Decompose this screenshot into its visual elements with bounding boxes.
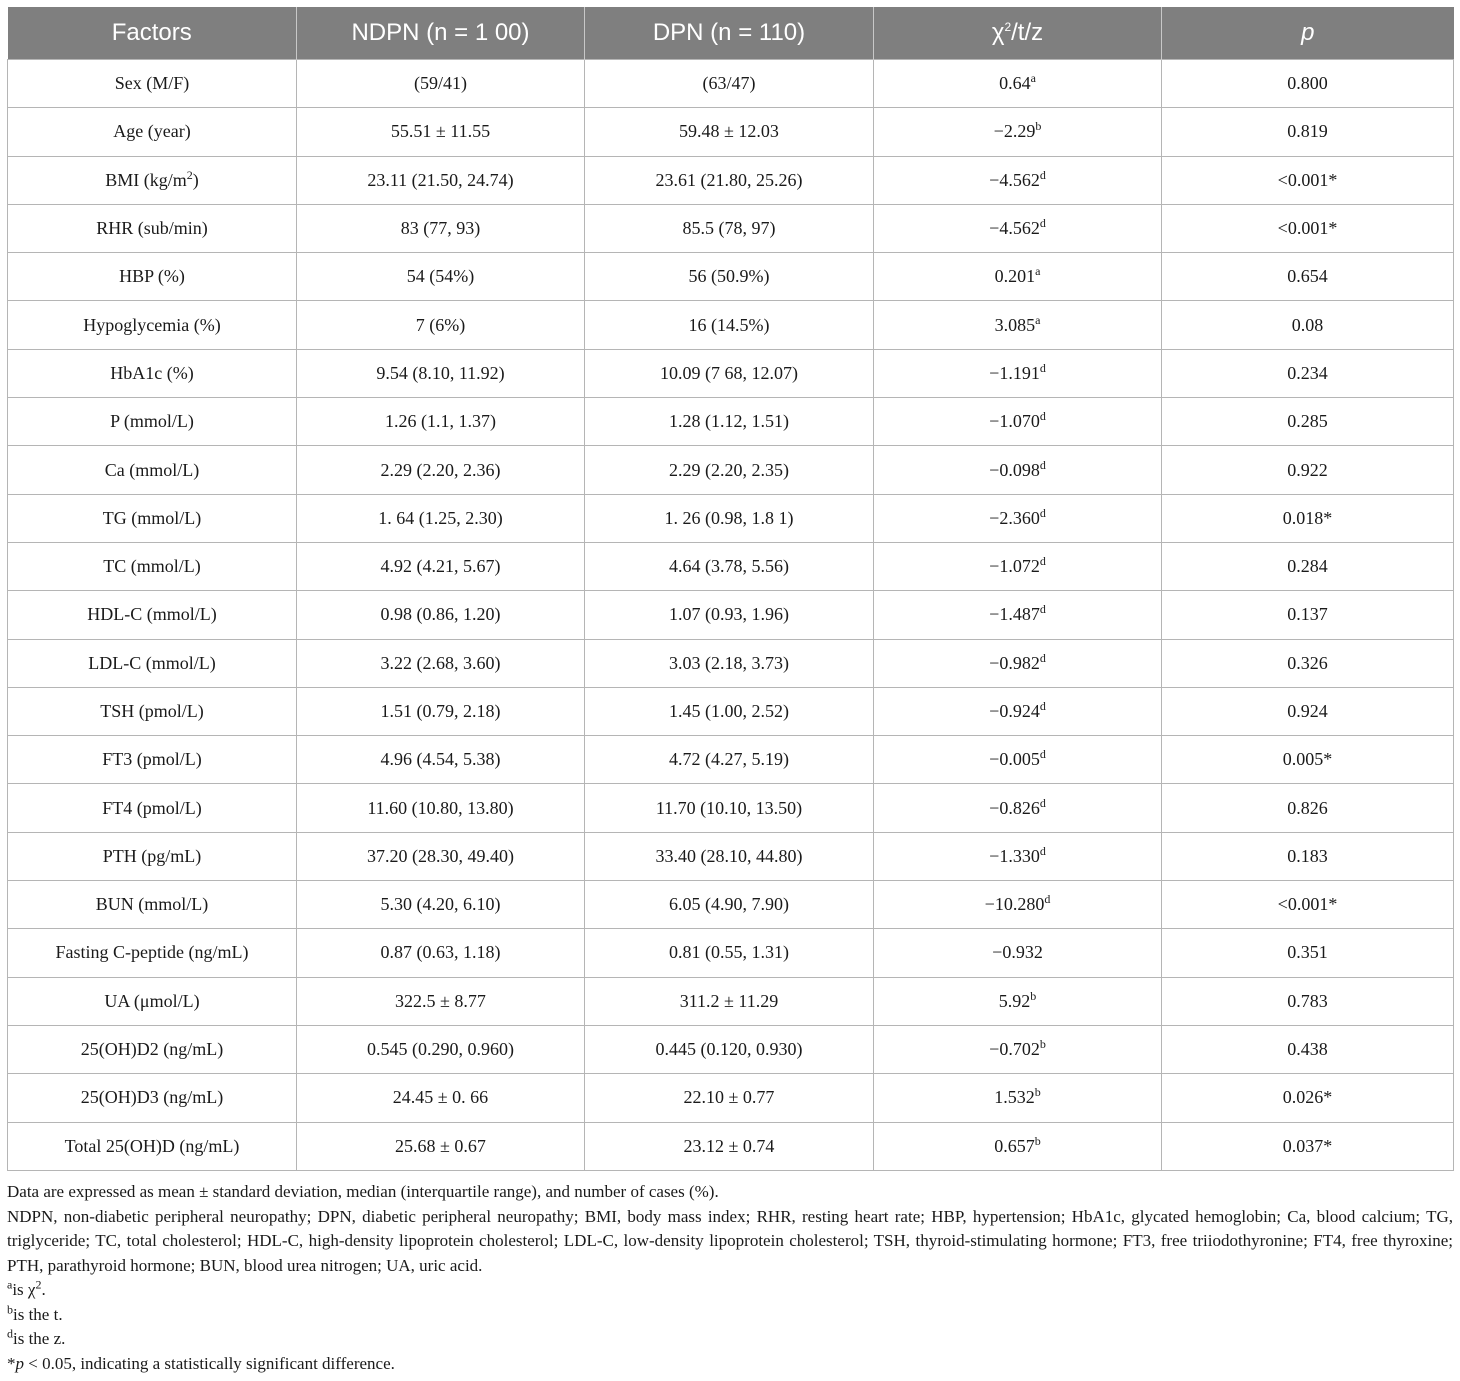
cell-p-value: 0.037* [1162, 1122, 1454, 1170]
table-header-row [8, 7, 1454, 60]
cell-factor: Sex (M/F) [8, 60, 297, 108]
cell-p-value: 0.026* [1162, 1074, 1454, 1122]
cell-statistic: −0.702$^b$ [874, 1025, 1162, 1073]
cell-ndpn: 55.51 ± 11.55 [297, 108, 585, 156]
cell-dpn: 23.61 (21.80, 25.26) [585, 156, 874, 204]
cell-statistic: −0.826$^d$ [874, 784, 1162, 832]
cell-statistic: 0.657$^b$ [874, 1122, 1162, 1170]
table-row [8, 349, 1454, 397]
cell-statistic: 3.085$^a$ [874, 301, 1162, 349]
header-chi-sup: 2 [1004, 20, 1012, 34]
cell-ndpn: 11.60 (10.80, 13.80) [297, 784, 585, 832]
note-d: $^d$is the z. [7, 1326, 66, 1348]
cell-p-value: 0.826 [1162, 784, 1454, 832]
cell-statistic: −0.924$^d$ [874, 687, 1162, 735]
cell-statistic: −0.932 [874, 929, 1162, 977]
cell-statistic: 0.201$^a$ [874, 253, 1162, 301]
cell-p-value: 0.438 [1162, 1025, 1454, 1073]
cell-p-value: 0.924 [1162, 687, 1454, 735]
cell-statistic: 5.92$^b$ [874, 977, 1162, 1025]
cell-ndpn: 5.30 (4.20, 6.10) [297, 881, 585, 929]
cell-ndpn: 2.29 (2.20, 2.36) [297, 446, 585, 494]
cell-dpn: 1.07 (0.93, 1.96) [585, 591, 874, 639]
header-chi: χ [991, 19, 1005, 46]
cell-ndpn: 24.45 ± 0. 66 [297, 1074, 585, 1122]
cell-factor: HBP (%) [8, 253, 297, 301]
cell-dpn: 1.45 (1.00, 2.52) [585, 687, 874, 735]
cell-ndpn: 1.51 (0.79, 2.18) [297, 687, 585, 735]
table-row [8, 494, 1454, 542]
cell-dpn: 6.05 (4.90, 7.90) [585, 881, 874, 929]
cell-dpn: (63/47) [585, 60, 874, 108]
cell-dpn: 10.09 (7 68, 12.07) [585, 349, 874, 397]
cell-p-value: 0.783 [1162, 977, 1454, 1025]
cell-factor: Hypoglycemia (%) [8, 301, 297, 349]
cell-statistic: −1.191$^d$ [874, 349, 1162, 397]
cell-ndpn: 1.26 (1.1, 1.37) [297, 398, 585, 446]
table-row [8, 253, 1454, 301]
cell-ndpn: 322.5 ± 8.77 [297, 977, 585, 1025]
cell-ndpn: 4.92 (4.21, 5.67) [297, 542, 585, 590]
table-row [8, 398, 1454, 446]
cell-p-value: <0.001* [1162, 156, 1454, 204]
cell-factor: HDL-C (mmol/L) [8, 591, 297, 639]
cell-ndpn: 1. 64 (1.25, 2.30) [297, 494, 585, 542]
cell-factor: FT3 (pmol/L) [8, 736, 297, 784]
cell-statistic: −4.562$^d$ [874, 204, 1162, 252]
table-body [8, 60, 1454, 1171]
cell-p-value: 0.922 [1162, 446, 1454, 494]
cell-dpn: 59.48 ± 12.03 [585, 108, 874, 156]
cell-ndpn: 9.54 (8.10, 11.92) [297, 349, 585, 397]
cell-ndpn: 54 (54%) [297, 253, 585, 301]
cell-dpn: 4.64 (3.78, 5.56) [585, 542, 874, 590]
cell-factor: P (mmol/L) [8, 398, 297, 446]
cell-statistic: 0.64$^a$ [874, 60, 1162, 108]
cell-p-value: 0.284 [1162, 542, 1454, 590]
cell-factor: TSH (pmol/L) [8, 687, 297, 735]
cell-dpn: 85.5 (78, 97) [585, 204, 874, 252]
cell-p-value: 0.018* [1162, 494, 1454, 542]
note-abbreviations: NDPN, non-diabetic peripheral neuropathy; DPN, diabetic peripheral neuropathy; BMI, body mass index; RHR, resting heart rate; HBP, hypertension; HbA1c, glycated hemoglobin; Ca, blood calcium; TG, triglyceride; TC, total cholesterol; HDL-C, high-density lipoprotein cholesterol; LDL-C, low-density lipoprotein cholesterol; TSH, thyroid-stimulating hormone; FT3, free triiodothyronine; FT4, free thyroxine; PTH, parathyroid hormone; BUN, blood urea nitrogen; UA, uric acid. [7, 1206, 1453, 1275]
cell-factor: Age (year) [8, 108, 297, 156]
table-row [8, 736, 1454, 784]
cell-factor: TG (mmol/L) [8, 494, 297, 542]
note-significance: *p < 0.05, indicating a statistically significant difference. [7, 1353, 395, 1373]
cell-factor: Fasting C-peptide (ng/mL) [8, 929, 297, 977]
cell-statistic: −1.487$^d$ [874, 591, 1162, 639]
cell-factor: LDL-C (mmol/L) [8, 639, 297, 687]
cell-factor: UA (μmol/L) [8, 977, 297, 1025]
cell-factor: 25(OH)D2 (ng/mL) [8, 1025, 297, 1073]
cell-p-value: 0.234 [1162, 349, 1454, 397]
table-row [8, 591, 1454, 639]
cell-statistic: −10.280$^d$ [874, 881, 1162, 929]
cell-factor: Ca (mmol/L) [8, 446, 297, 494]
cell-statistic: −0.005$^d$ [874, 736, 1162, 784]
cell-ndpn: 0.87 (0.63, 1.18) [297, 929, 585, 977]
table-row [8, 542, 1454, 590]
cell-dpn: 33.40 (28.10, 44.80) [585, 832, 874, 880]
table-row [8, 446, 1454, 494]
cell-factor: HbA1c (%) [8, 349, 297, 397]
header-tz: /t/z [1011, 19, 1044, 46]
table-row [8, 977, 1454, 1025]
cell-dpn: 23.12 ± 0.74 [585, 1122, 874, 1170]
table-row [8, 1122, 1454, 1170]
cell-dpn: 22.10 ± 0.77 [585, 1074, 874, 1122]
cell-p-value: 0.800 [1162, 60, 1454, 108]
cell-p-value: 0.08 [1162, 301, 1454, 349]
table-row [8, 204, 1454, 252]
header-dpn: DPN (n = 110) [585, 7, 874, 60]
cell-ndpn: 7 (6%) [297, 301, 585, 349]
cell-factor: TC (mmol/L) [8, 542, 297, 590]
cell-statistic: −2.360$^d$ [874, 494, 1162, 542]
cell-dpn: 311.2 ± 11.29 [585, 977, 874, 1025]
cell-factor: BMI $(kg/m^2)$ [8, 156, 297, 204]
table-row [8, 1074, 1454, 1122]
cell-dpn: 0.445 (0.120, 0.930) [585, 1025, 874, 1073]
cell-p-value: 0.326 [1162, 639, 1454, 687]
note-a: $^a$is $\chi^2$. [7, 1277, 46, 1299]
cell-p-value: 0.654 [1162, 253, 1454, 301]
cell-ndpn: 0.545 (0.290, 0.960) [297, 1025, 585, 1073]
cell-dpn: 3.03 (2.18, 3.73) [585, 639, 874, 687]
header-statistic [874, 7, 1162, 60]
note-data-expression: Data are expressed as mean ± standard deviation, median (interquartile range), and number of cases (%). [7, 1182, 719, 1201]
table-notes [7, 1180, 1453, 1376]
cell-statistic: −0.098$^d$ [874, 446, 1162, 494]
table-row [8, 156, 1454, 204]
table-row [8, 784, 1454, 832]
cell-ndpn: (59/41) [297, 60, 585, 108]
cell-dpn: 11.70 (10.10, 13.50) [585, 784, 874, 832]
cell-factor: PTH (pg/mL) [8, 832, 297, 880]
cell-statistic: −1.072$^d$ [874, 542, 1162, 590]
cell-dpn: 4.72 (4.27, 5.19) [585, 736, 874, 784]
cell-dpn: 0.81 (0.55, 1.31) [585, 929, 874, 977]
table-row [8, 301, 1454, 349]
cell-statistic: −1.330$^d$ [874, 832, 1162, 880]
cell-dpn: 1.28 (1.12, 1.51) [585, 398, 874, 446]
cell-dpn: 2.29 (2.20, 2.35) [585, 446, 874, 494]
cell-p-value: 0.285 [1162, 398, 1454, 446]
table-row [8, 639, 1454, 687]
cell-factor: FT4 (pmol/L) [8, 784, 297, 832]
cell-dpn: 16 (14.5%) [585, 301, 874, 349]
table-row [8, 60, 1454, 108]
cell-dpn: 56 (50.9%) [585, 253, 874, 301]
cell-factor: BUN (mmol/L) [8, 881, 297, 929]
cell-ndpn: 3.22 (2.68, 3.60) [297, 639, 585, 687]
cell-p-value: 0.351 [1162, 929, 1454, 977]
cell-ndpn: 0.98 (0.86, 1.20) [297, 591, 585, 639]
cell-statistic: −2.29$^b$ [874, 108, 1162, 156]
table-row [8, 1025, 1454, 1073]
results-table [7, 7, 1454, 1171]
cell-statistic: 1.532$^b$ [874, 1074, 1162, 1122]
table-row [8, 687, 1454, 735]
cell-p-value: 0.005* [1162, 736, 1454, 784]
note-b: $^b$is the t. [7, 1301, 63, 1324]
cell-p-value: 0.819 [1162, 108, 1454, 156]
cell-p-value: <0.001* [1162, 881, 1454, 929]
table-row [8, 881, 1454, 929]
header-p: p [1162, 7, 1454, 60]
table-row [8, 108, 1454, 156]
cell-ndpn: 83 (77, 93) [297, 204, 585, 252]
table-row [8, 832, 1454, 880]
cell-statistic: −0.982$^d$ [874, 639, 1162, 687]
cell-statistic: −1.070$^d$ [874, 398, 1162, 446]
cell-factor: Total 25(OH)D (ng/mL) [8, 1122, 297, 1170]
cell-ndpn: 37.20 (28.30, 49.40) [297, 832, 585, 880]
header-ndpn: NDPN (n = 1 00) [297, 7, 585, 60]
cell-p-value: 0.137 [1162, 591, 1454, 639]
cell-ndpn: 23.11 (21.50, 24.74) [297, 156, 585, 204]
cell-ndpn: 4.96 (4.54, 5.38) [297, 736, 585, 784]
cell-p-value: <0.001* [1162, 204, 1454, 252]
cell-p-value: 0.183 [1162, 832, 1454, 880]
cell-ndpn: 25.68 ± 0.67 [297, 1122, 585, 1170]
cell-statistic: −4.562$^d$ [874, 156, 1162, 204]
table-row [8, 929, 1454, 977]
cell-factor: 25(OH)D3 (ng/mL) [8, 1074, 297, 1122]
cell-dpn: 1. 26 (0.98, 1.8 1) [585, 494, 874, 542]
header-factors: Factors [8, 7, 297, 60]
cell-factor: RHR (sub/min) [8, 204, 297, 252]
